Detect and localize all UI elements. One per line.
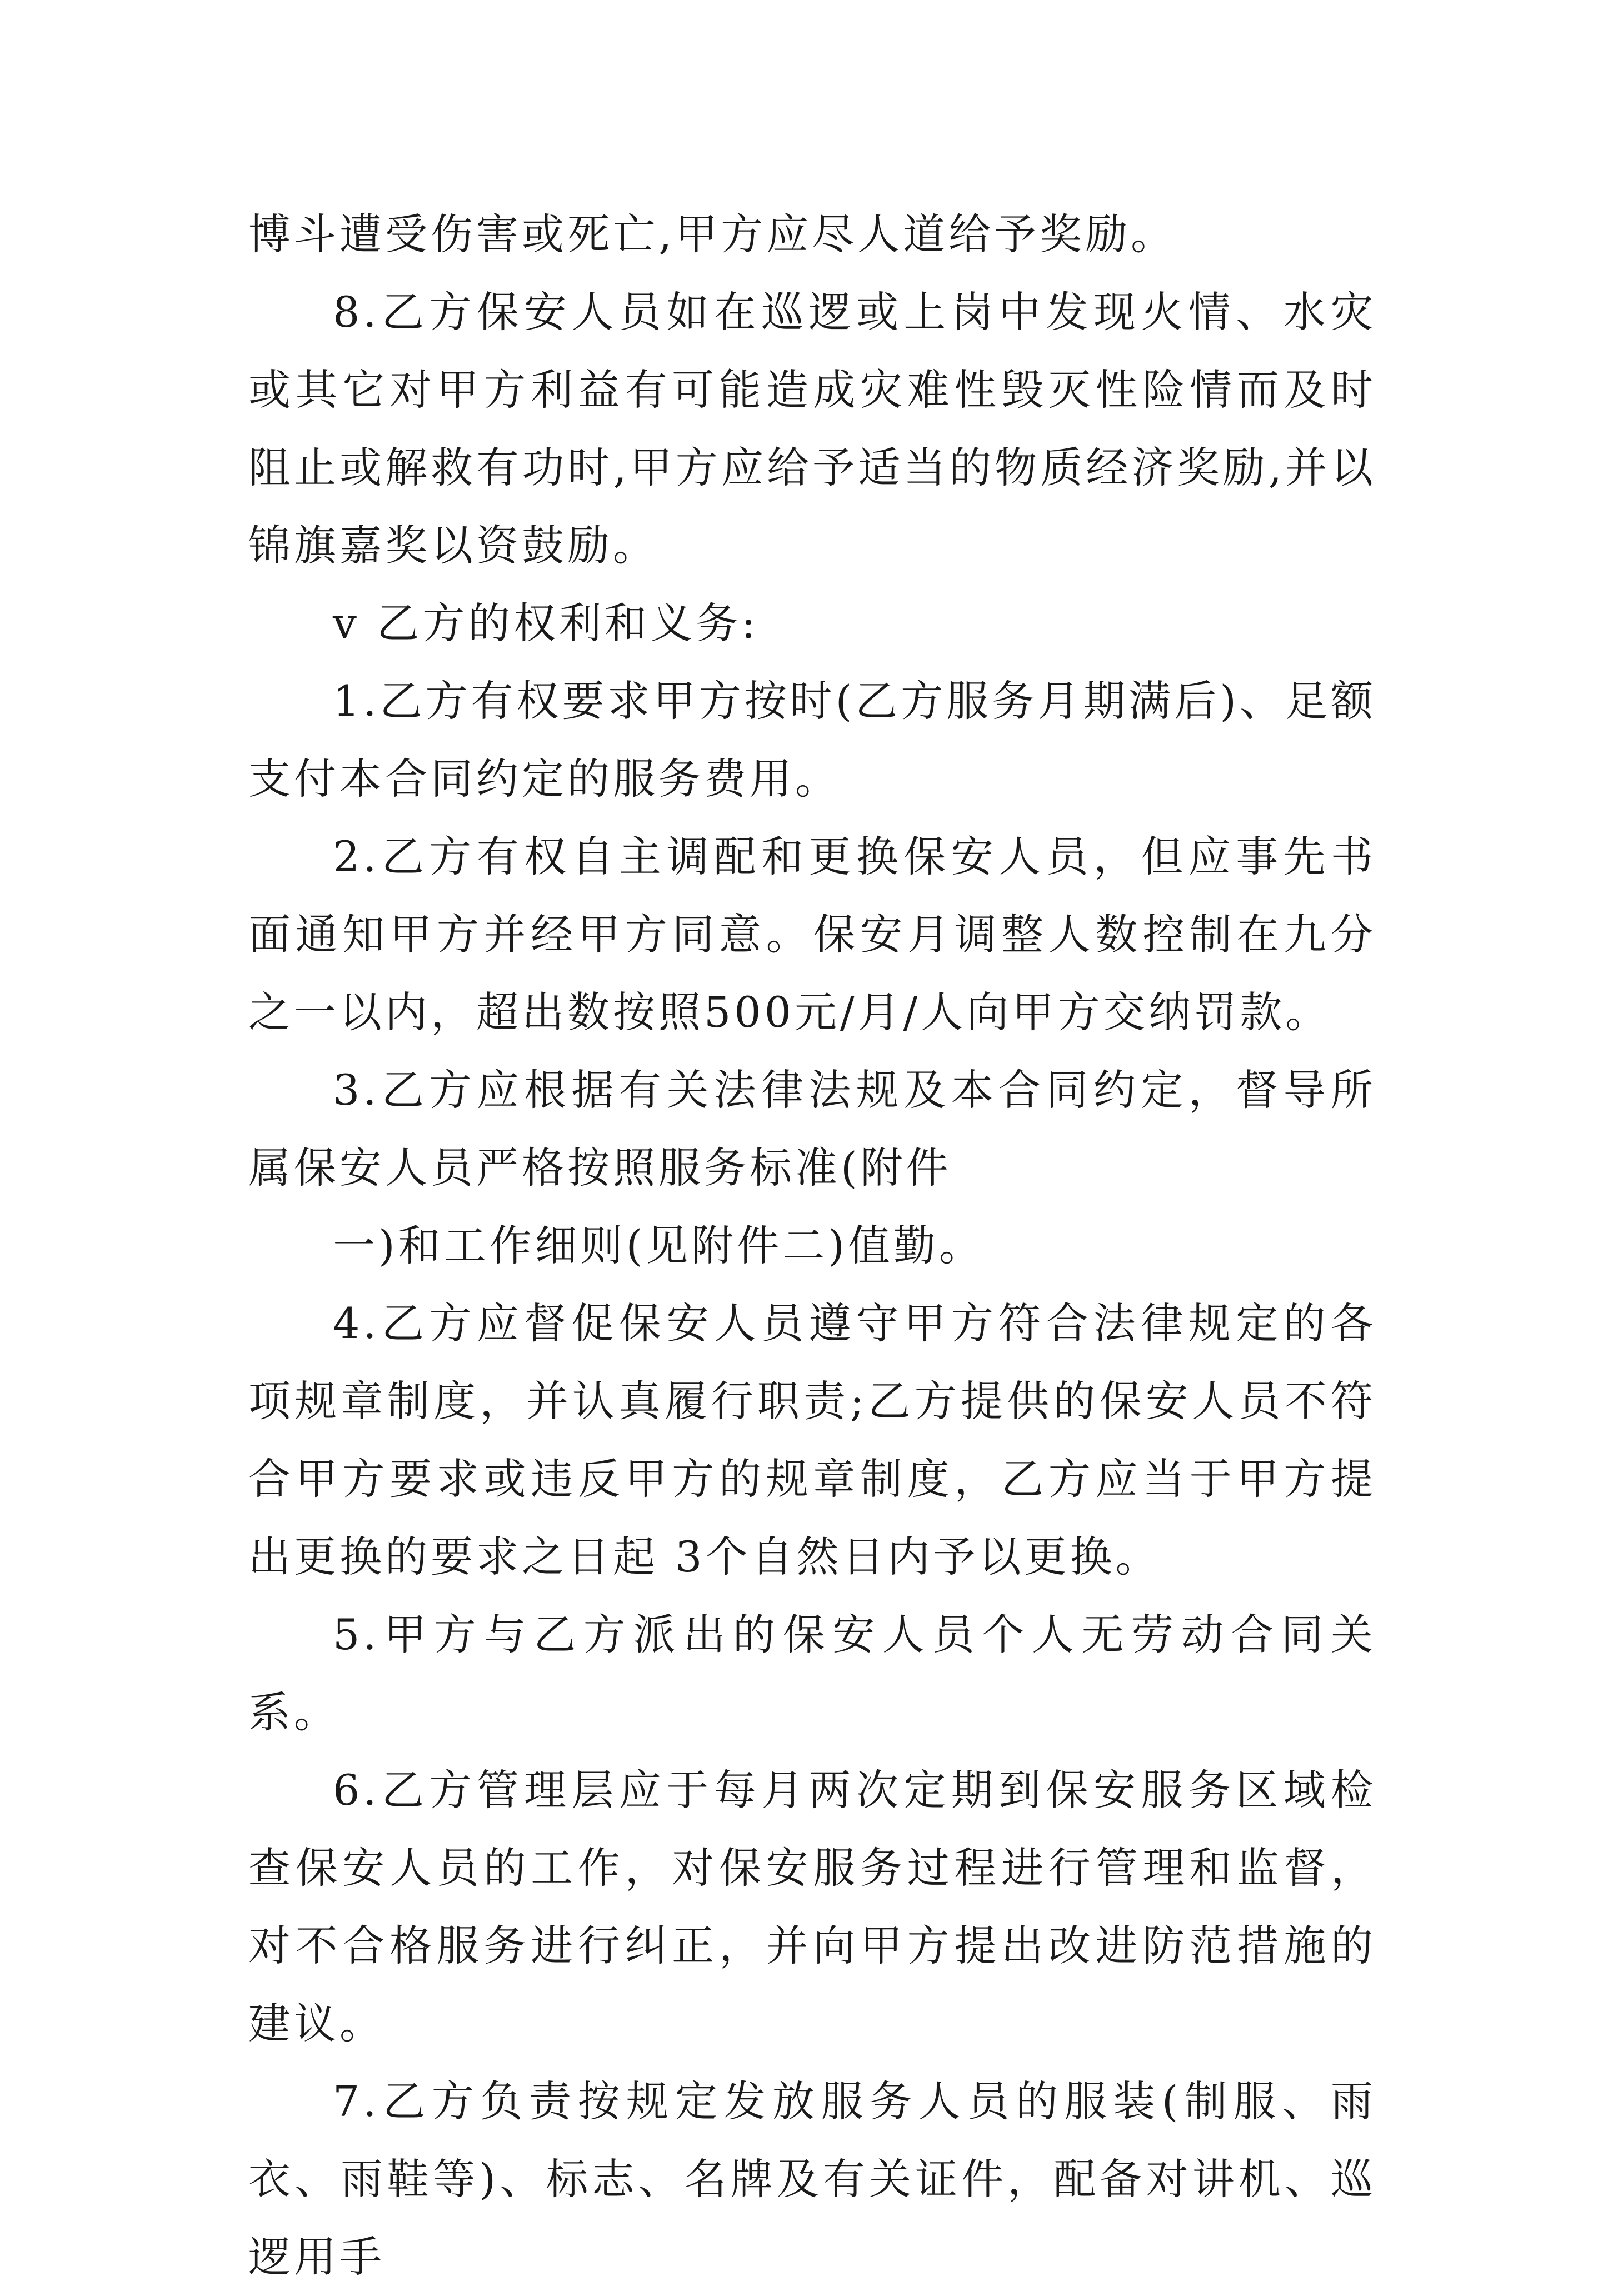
paragraph-clause-2: 2.乙方有权自主调配和更换保安人员，但应事先书面通知甲方并经甲方同意。保安月调整人数控制在九分之一以内，超出数按照500元/月/人向甲方交纳罚款。 (248, 832, 1376, 1037)
section-heading-party-b-rights: v 乙方的权利和义务: (333, 598, 759, 648)
paragraph-clause-4: 4.乙方应督促保安人员遵守甲方符合法律规定的各项规章制度，并认真履行职责;乙方提供的保安人员不符合甲方要求或违反甲方的规章制度，乙方应当于甲方提出更换的要求之日起 3个自然日内予以更换。 (248, 1299, 1376, 1581)
document-body (248, 196, 1376, 2296)
paragraph-clause-3-continued: 一)和工作细则(见附件二)值勤。 (333, 1221, 985, 1270)
paragraph-clause-6: 6.乙方管理层应于每月两次定期到保安服务区域检查保安人员的工作，对保安服务过程进行管理和监督，对不合格服务进行纠正，并向甲方提出改进防范措施的建议。 (248, 1765, 1376, 2048)
paragraph-clause-5: 5.甲方与乙方派出的保安人员个人无劳动合同关系。 (248, 1610, 1376, 1737)
paragraph-continuation: 博斗遭受伤害或死亡,甲方应尽人道给予奖励。 (248, 209, 1177, 259)
paragraph-clause-7: 7.乙方负责按规定发放服务人员的服装(制服、雨衣、雨鞋等)、标志、名牌及有关证件，配备对讲机、巡逻用手 (248, 2077, 1376, 2282)
paragraph-clause-1: 1.乙方有权要求甲方按时(乙方服务月期满后)、足额支付本合同约定的服务费用。 (248, 676, 1376, 803)
paragraph-clause-3: 3.乙方应根据有关法律法规及本合同约定，督导所属保安人员严格按照服务标准(附件 (248, 1065, 1376, 1192)
paragraph-clause-8: 8.乙方保安人员如在巡逻或上岗中发现火情、水灾或其它对甲方利益有可能造成灾难性毁灭性险情而及时阻止或解救有功时,甲方应给予适当的物质经济奖励,并以锦旗嘉奖以资鼓励。 (248, 287, 1376, 570)
